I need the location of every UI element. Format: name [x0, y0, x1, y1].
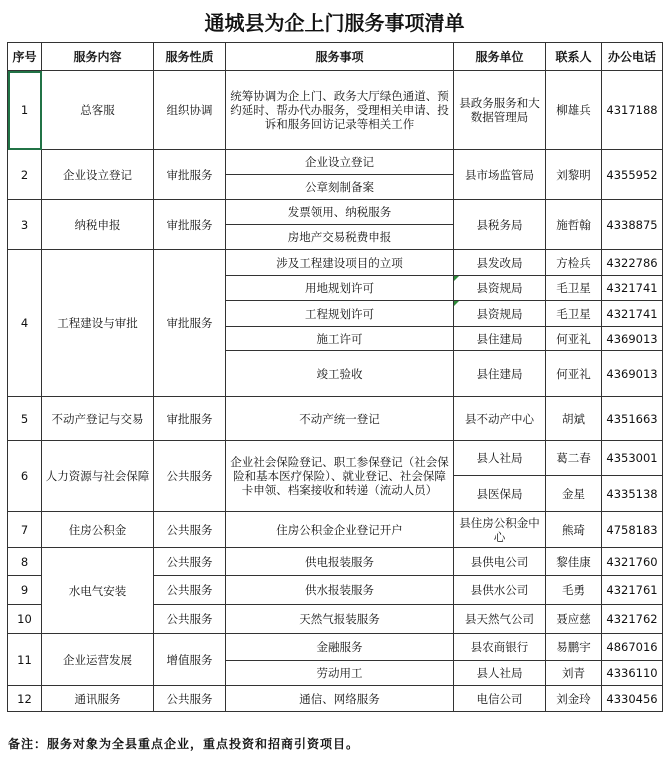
item-cell[interactable]: 住房公积金企业登记开户	[226, 512, 454, 548]
table-row	[8, 150, 663, 175]
phone-cell[interactable]: 4321741	[602, 301, 663, 327]
nature-cell[interactable]: 公共服务	[154, 605, 226, 634]
phone-cell[interactable]: 4330456	[602, 686, 663, 712]
nature-cell[interactable]: 审批服务	[154, 250, 226, 397]
content-cell[interactable]: 企业运营发展	[42, 634, 154, 686]
unit-cell[interactable]: 县住房公积金中心	[454, 512, 546, 548]
unit-cell[interactable]: 县人社局	[454, 441, 546, 476]
phone-cell[interactable]: 4355952	[602, 150, 663, 200]
unit-cell[interactable]: 县资规局	[454, 301, 546, 327]
row-no-cell[interactable]: 9	[8, 576, 42, 605]
item-cell[interactable]: 公章刻制备案	[226, 175, 454, 200]
unit-cell[interactable]: 县农商银行	[454, 634, 546, 661]
nature-cell[interactable]: 组织协调	[154, 71, 226, 150]
nature-cell[interactable]: 公共服务	[154, 512, 226, 548]
contact-cell[interactable]: 胡斌	[546, 397, 602, 441]
nature-cell[interactable]: 公共服务	[154, 441, 226, 512]
table-row	[8, 548, 663, 576]
item-cell[interactable]: 不动产统一登记	[226, 397, 454, 441]
item-cell[interactable]: 竣工验收	[226, 351, 454, 397]
contact-cell[interactable]: 方检兵	[546, 250, 602, 276]
contact-cell[interactable]: 毛卫星	[546, 276, 602, 301]
header-unit: 服务单位	[454, 43, 546, 71]
contact-cell[interactable]: 何亚礼	[546, 351, 602, 397]
content-cell[interactable]: 不动产登记与交易	[42, 397, 154, 441]
contact-cell[interactable]: 刘黎明	[546, 150, 602, 200]
item-cell[interactable]: 企业社会保险登记、职工参保登记（社会保险和基本医疗保险）、就业登记、社会保障卡申领、档案接收和转递（流动人员）	[226, 441, 454, 512]
content-cell[interactable]: 住房公积金	[42, 512, 154, 548]
nature-cell[interactable]: 公共服务	[154, 686, 226, 712]
item-cell[interactable]: 统筹协调为企上门、政务大厅绿色通道、预约延时、帮办代办服务，受理相关申请、投诉和服务回访记录等相关工作	[226, 71, 454, 150]
unit-cell[interactable]: 县住建局	[454, 327, 546, 351]
item-cell[interactable]: 劳动用工	[226, 661, 454, 686]
item-cell[interactable]: 用地规划许可	[226, 276, 454, 301]
content-cell[interactable]: 工程建设与审批	[42, 250, 154, 397]
table-row	[8, 71, 663, 150]
contact-cell[interactable]: 何亚礼	[546, 327, 602, 351]
item-cell[interactable]: 涉及工程建设项目的立项	[226, 250, 454, 276]
phone-cell[interactable]: 4758183	[602, 512, 663, 548]
phone-cell[interactable]: 4317188	[602, 71, 663, 150]
row-no-cell[interactable]: 6	[8, 441, 42, 512]
nature-cell[interactable]: 审批服务	[154, 397, 226, 441]
header-nature: 服务性质	[154, 43, 226, 71]
row-no-cell[interactable]: 8	[8, 548, 42, 576]
unit-cell[interactable]: 县资规局	[454, 276, 546, 301]
unit-cell[interactable]: 县医保局	[454, 476, 546, 512]
header-row	[8, 43, 663, 71]
phone-cell[interactable]: 4321760	[602, 548, 663, 576]
row-no-cell[interactable]: 2	[8, 150, 42, 200]
contact-cell[interactable]: 刘青	[546, 661, 602, 686]
row-no-cell[interactable]: 3	[8, 200, 42, 250]
contact-cell[interactable]: 葛二春	[546, 441, 602, 476]
unit-cell[interactable]: 县税务局	[454, 200, 546, 250]
row-no-cell[interactable]: 11	[8, 634, 42, 686]
row-no-cell[interactable]: 12	[8, 686, 42, 712]
nature-cell[interactable]: 增值服务	[154, 634, 226, 686]
header-no: 序号	[8, 43, 42, 71]
contact-cell[interactable]: 毛卫星	[546, 301, 602, 327]
contact-cell[interactable]: 易鹏宇	[546, 634, 602, 661]
phone-cell[interactable]: 4867016	[602, 634, 663, 661]
table-row	[8, 686, 663, 712]
sheet-title: 通城县为企上门服务事项清单	[204, 10, 465, 35]
unit-cell[interactable]: 县市场监管局	[454, 150, 546, 200]
unit-cell[interactable]: 县供水公司	[454, 576, 546, 605]
phone-cell[interactable]: 4322786	[602, 250, 663, 276]
phone-cell[interactable]: 4321762	[602, 605, 663, 634]
item-cell[interactable]: 通信、网络服务	[226, 686, 454, 712]
unit-cell[interactable]: 县天然气公司	[454, 605, 546, 634]
item-cell[interactable]: 供水报装服务	[226, 576, 454, 605]
phone-cell[interactable]: 4369013	[602, 327, 663, 351]
header-contact: 联系人	[546, 43, 602, 71]
table-row	[8, 512, 663, 548]
content-cell[interactable]: 通讯服务	[42, 686, 154, 712]
item-cell[interactable]: 工程规划许可	[226, 301, 454, 327]
item-cell[interactable]: 房地产交易税费申报	[226, 225, 454, 250]
unit-cell[interactable]: 县政务服务和大数据管理局	[454, 71, 546, 150]
contact-cell[interactable]: 黎佳康	[546, 548, 602, 576]
header-phone: 办公电话	[602, 43, 663, 71]
row-no-cell[interactable]: 1	[8, 71, 42, 150]
unit-cell[interactable]: 县发改局	[454, 250, 546, 276]
item-cell[interactable]: 发票领用、纳税服务	[226, 200, 454, 225]
item-cell[interactable]: 企业设立登记	[226, 150, 454, 175]
table-row	[8, 634, 663, 661]
unit-cell[interactable]: 电信公司	[454, 686, 546, 712]
content-cell[interactable]: 水电气安装	[42, 548, 154, 634]
contact-cell[interactable]: 熊琦	[546, 512, 602, 548]
content-cell[interactable]: 总客服	[42, 71, 154, 150]
service-table	[7, 42, 663, 712]
phone-cell[interactable]: 4335138	[602, 476, 663, 512]
phone-cell[interactable]: 4353001	[602, 441, 663, 476]
contact-cell[interactable]: 柳雄兵	[546, 71, 602, 150]
row-no-cell[interactable]: 10	[8, 605, 42, 634]
unit-cell[interactable]: 县人社局	[454, 661, 546, 686]
row-no-cell[interactable]: 4	[8, 250, 42, 397]
table-row	[8, 200, 663, 225]
content-cell[interactable]: 企业设立登记	[42, 150, 154, 200]
unit-cell[interactable]: 县供电公司	[454, 548, 546, 576]
item-cell[interactable]: 供电报装服务	[226, 548, 454, 576]
nature-cell[interactable]: 审批服务	[154, 200, 226, 250]
nature-cell[interactable]: 审批服务	[154, 150, 226, 200]
header-item: 服务事项	[226, 43, 454, 71]
contact-cell[interactable]: 金星	[546, 476, 602, 512]
table-row	[8, 250, 663, 276]
contact-cell[interactable]: 施哲翰	[546, 200, 602, 250]
phone-cell[interactable]: 4351663	[602, 397, 663, 441]
content-cell[interactable]: 纳税申报	[42, 200, 154, 250]
item-cell[interactable]: 施工许可	[226, 327, 454, 351]
footnote: 备注：服务对象为全县重点企业，重点投资和招商引资项目。	[8, 737, 360, 751]
nature-cell[interactable]: 公共服务	[154, 548, 226, 576]
phone-cell[interactable]: 4321741	[602, 276, 663, 301]
phone-cell[interactable]: 4369013	[602, 351, 663, 397]
header-content: 服务内容	[42, 43, 154, 71]
phone-cell[interactable]: 4336110	[602, 661, 663, 686]
item-cell[interactable]: 天然气报装服务	[226, 605, 454, 634]
contact-cell[interactable]: 聂应慈	[546, 605, 602, 634]
row-no-cell[interactable]: 7	[8, 512, 42, 548]
phone-cell[interactable]: 4321761	[602, 576, 663, 605]
phone-cell[interactable]: 4338875	[602, 200, 663, 250]
table-row	[8, 441, 663, 476]
contact-cell[interactable]: 刘金玲	[546, 686, 602, 712]
content-cell[interactable]: 人力资源与社会保障	[42, 441, 154, 512]
row-no-cell[interactable]: 5	[8, 397, 42, 441]
table-row	[8, 397, 663, 441]
unit-cell[interactable]: 县住建局	[454, 351, 546, 397]
nature-cell[interactable]: 公共服务	[154, 576, 226, 605]
item-cell[interactable]: 金融服务	[226, 634, 454, 661]
contact-cell[interactable]: 毛勇	[546, 576, 602, 605]
unit-cell[interactable]: 县不动产中心	[454, 397, 546, 441]
